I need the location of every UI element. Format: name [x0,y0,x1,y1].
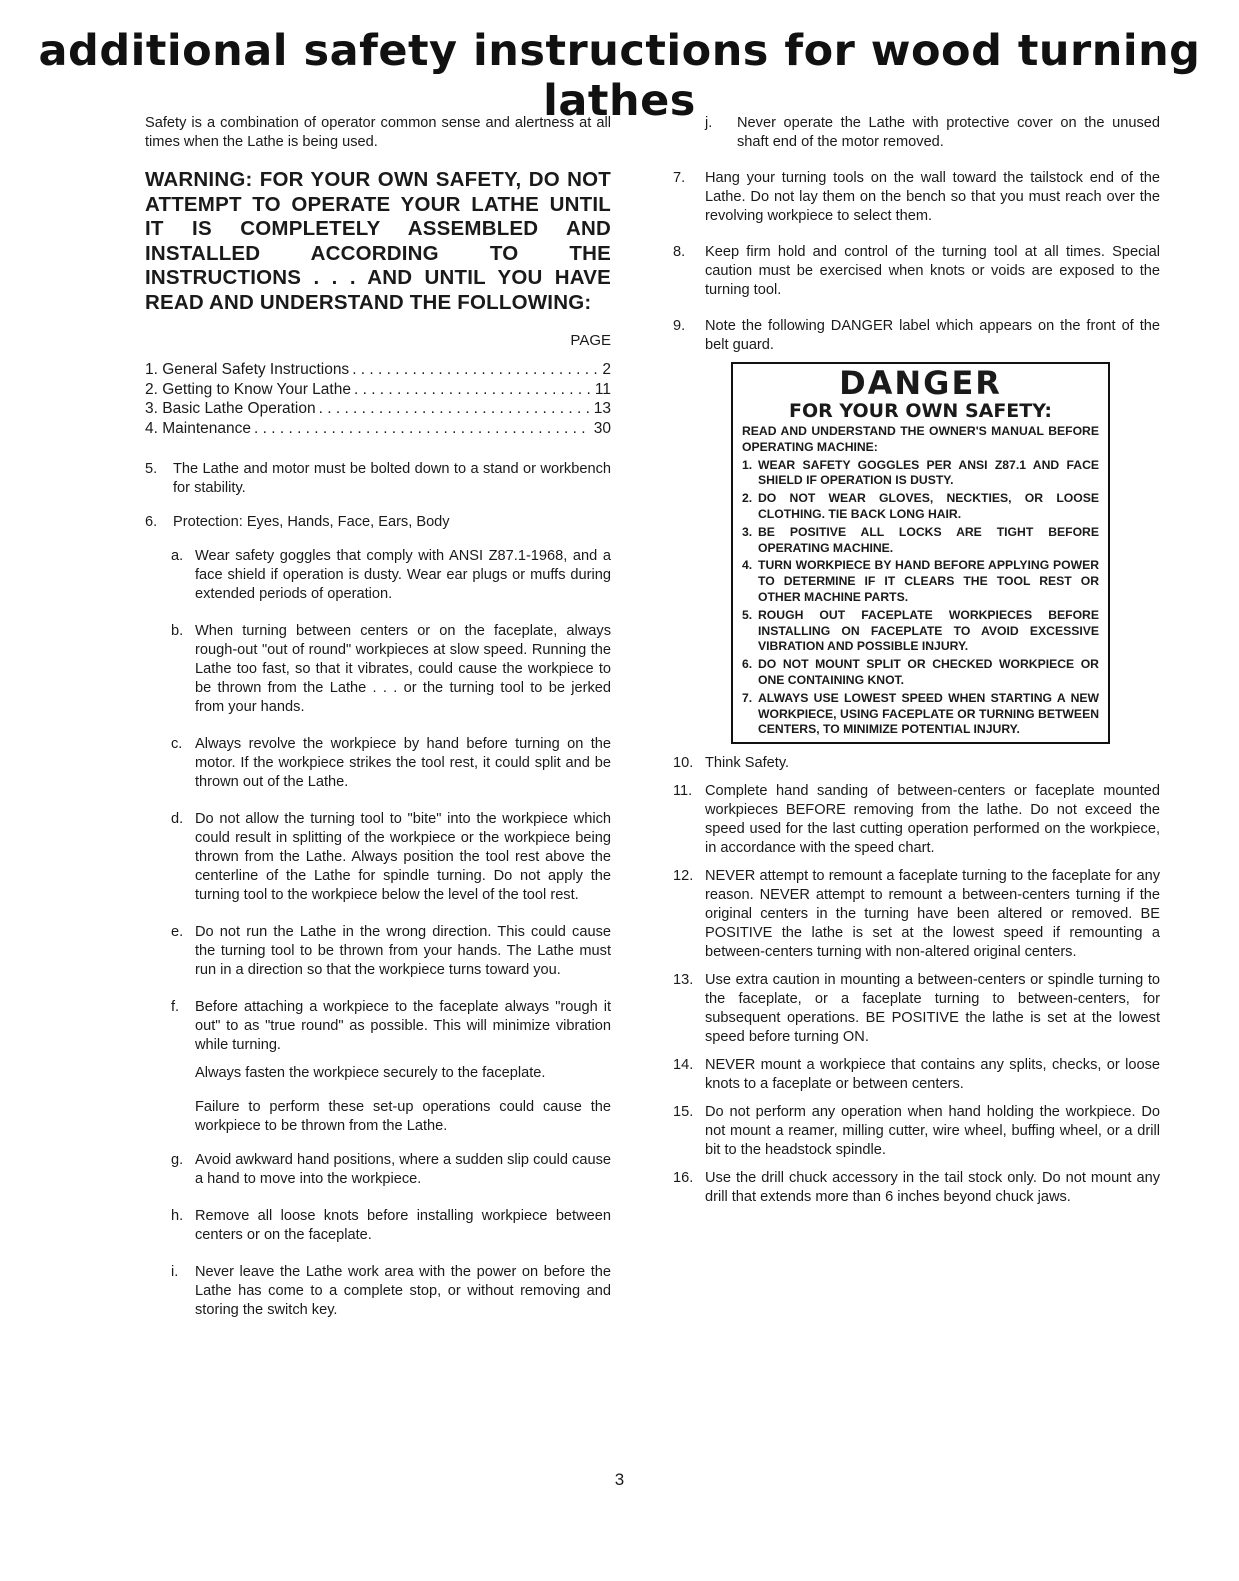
item-text: NEVER attempt to remount a faceplate turning to the faceplate for any reason. NEVER attempt to remount a between-centers turning if the original centers in the turning have been altered or removed. BE POSITIVE the lathe is set at the lowest speed if remounting a between-centers turning with non-altered original centers. [705,868,1160,961]
item-number: 12. [673,868,694,885]
sub-letter: j. [705,115,713,131]
sub-letter: i. [171,1264,179,1280]
danger-item [742,558,1099,605]
item-text: Do not perform any operation when hand holding the workpiece. Do not mount a reamer, milling cutter, wire wheel, buffing wheel, or a drill bit to the headstock spindle. [705,1104,1160,1159]
list-item [673,169,1160,226]
sub-item [171,998,611,1055]
item-number: 11. [673,783,693,800]
sub-text: Do not run the Lathe in the wrong direction. This could cause the turning tool to be thrown from your hands. The Lathe must run in a direction so that the workpiece turns toward you. [195,924,611,978]
item-number: 6. [145,514,158,530]
item-text: Note the following DANGER label which appears on the front of the belt guard. [705,318,1160,353]
toc-page: 2 [602,361,611,378]
list-item [145,513,611,532]
toc-entry [145,399,611,419]
item-text: Protection: Eyes, Hands, Face, Ears, Body [173,514,450,530]
toc-leader [354,380,592,400]
warning-heading: WARNING: FOR YOUR OWN SAFETY, DO NOT ATTEMPT TO OPERATE YOUR LATHE UNTIL IT IS COMPLETELY ASSEMBLED AND INSTALLED ACCORDING TO THE INSTRUCTIONS . . . AND UNTIL YOU HAVE READ AND UNDERSTAND THE FOLLOWING: [145,168,611,314]
danger-item [742,657,1099,689]
sub-paragraph: Always fasten the workpiece securely to the faceplate. [195,1065,546,1081]
sub-letter: h. [171,1208,184,1224]
toc-leader [254,419,591,439]
danger-subtitle: FOR YOUR OWN SAFETY: [789,400,1052,422]
toc-label: 4. Maintenance [145,419,251,437]
list-item [673,243,1160,300]
list-item [673,317,1160,355]
item-number: 5. [145,461,158,477]
sub-letter: c. [171,736,183,752]
danger-item-number: 4. [742,558,753,573]
page-number: 3 [614,1470,625,1489]
danger-item-text: WEAR SAFETY GOGGLES PER ANSI Z87.1 AND FACE SHIELD IF OPERATION IS DUSTY. [758,457,1099,488]
danger-title: DANGER [839,364,1002,402]
sub-item [171,1151,611,1189]
item-text: The Lathe and motor must be bolted down to a stand or workbench for stability. [173,461,611,496]
danger-label [731,362,1110,744]
danger-item-number: 5. [742,607,753,622]
danger-item-number: 3. [742,524,753,539]
sub-letter: b. [171,623,184,639]
danger-item [742,491,1099,523]
danger-item [742,691,1099,738]
sub-letter: g. [171,1152,184,1168]
danger-item-text: ALWAYS USE LOWEST SPEED WHEN STARTING A NEW WORKPIECE, USING FACEPLATE OR TURNING BETWEEN CENTERS, TO MINIMIZE POTENTIAL INJURY. [758,690,1099,737]
danger-item [742,525,1099,557]
item-number: 7. [673,170,686,186]
sub-item [171,1207,611,1245]
toc-label: 3. Basic Lathe Operation [145,400,316,417]
sub-text: Never operate the Lathe with protective cover on the unused shaft end of the motor removed. [737,115,1160,150]
danger-item-text: DO NOT MOUNT SPLIT OR CHECKED WORKPIECE OR ONE CONTAINING KNOT. [758,657,1099,687]
sub-item [171,547,611,604]
item-text: Keep firm hold and control of the turning tool at all times. Special caution must be exercised when knots or voids are exposed to the turning tool. [705,244,1160,298]
danger-body [742,424,1099,738]
sub-item [171,923,611,980]
item-number: 15. [673,1104,694,1121]
danger-item-number: 7. [742,690,753,705]
danger-item-text: DO NOT WEAR GLOVES, NECKTIES, OR LOOSE CLOTHING. TIE BACK LONG HAIR. [758,491,1099,521]
list-item [673,1169,1160,1207]
sub-item [171,810,611,905]
sub-item [705,114,1160,152]
toc-label: 1. General Safety Instructions [145,361,350,378]
sub-text: Wear safety goggles that comply with ANSI Z87.1-1968, and a face shield if operation is dusty. Wear ear plugs or muffs during extended periods of operation. [195,548,611,602]
sub-text: Always revolve the workpiece by hand before turning on the motor. If the workpiece strikes the tool rest, it could split and be thrown out of the Lathe. [195,736,611,790]
item-text: NEVER mount a workpiece that contains any splits, checks, or loose knots to a faceplate or between centers. [705,1057,1160,1093]
danger-item-number: 1. [742,457,753,472]
toc-page: 13 [593,400,611,417]
list-item [673,867,1160,962]
item-text: Hang your turning tools on the wall toward the tailstock end of the Lathe. Do not lay them on the bench so that you must reach over the revolving workpiece to select them. [705,170,1160,224]
page-title: additional safety instructions for wood turning lathes [38,26,1201,126]
intro-paragraph: Safety is a combination of operator common sense and alertness at all times when the Lathe is being used. [145,115,611,150]
toc-entry [145,419,611,439]
danger-item [742,608,1099,655]
toc-leader [319,399,591,419]
toc-leader [352,360,599,380]
sub-text: When turning between centers or on the faceplate, always rough-out "out of round" workpieces at slow speed. Running the Lathe too fast, so that it vibrates, could cause the workpiece to be thrown from the Lathe . . . or the turning tool to be jerked from your hands. [195,623,611,715]
list-item [673,754,1160,773]
item-number: 13. [673,972,694,989]
danger-item-number: 2. [742,491,753,506]
item-number: 10. [673,755,694,772]
sub-text: Before attaching a workpiece to the faceplate always "rough it out" to as "true round" as possible. This will minimize vibration while turning. [195,999,611,1053]
item-text: Use the drill chuck accessory in the tail stock only. Do not mount any drill that extends more than 6 inches beyond chuck jaws. [705,1170,1160,1206]
list-item [673,782,1160,858]
list-item [673,1103,1160,1160]
toc-entry [145,380,611,400]
sub-item [171,622,611,717]
item-text: Think Safety. [705,755,790,772]
danger-item-number: 6. [742,657,753,672]
danger-list [742,458,1099,739]
sub-letter: d. [171,811,184,827]
toc-page: 11 [594,380,611,398]
right-column [673,114,1160,1216]
sub-item [171,735,611,792]
danger-item [742,458,1099,490]
danger-item-text: BE POSITIVE ALL LOCKS ARE TIGHT BEFORE OPERATING MACHINE. [758,524,1099,555]
item-number: 16. [673,1170,694,1187]
sub-text: Remove all loose knots before installing workpiece between centers or on the faceplate. [195,1208,611,1243]
sub-item [171,1263,611,1320]
sub-letter: a. [171,548,184,564]
list-item [145,460,611,498]
toc-entry [145,360,611,380]
sub-text: Do not allow the turning tool to "bite" into the workpiece which could result in splitting of the workpiece or the workpiece being thrown from the Lathe. Always position the tool rest above the centerline of the Lathe for spindle turning. Do not apply the turning tool to the workpiece below the level of the tool rest. [195,811,611,903]
item-number: 14. [673,1057,694,1074]
sub-text: Never leave the Lathe work area with the power on before the Lathe has come to a complete stop, or without removing and storing the switch key. [195,1264,611,1318]
item-text: Use extra caution in mounting a between-centers or spindle turning to the faceplate, or a faceplate turning to between-centers, for subsequent operations. BE POSITIVE the lathe is set at the lowest speed before turning ON. [705,972,1160,1046]
item-text: Complete hand sanding of between-centers or faceplate mounted workpieces BEFORE removing from the lathe. Do not exceed the speed used for the last cutting operation performed on the workpiece, in accordance with the speed chart. [705,783,1160,857]
danger-item-text: ROUGH OUT FACEPLATE WORKPIECES BEFORE INSTALLING ON FACEPLATE TO AVOID EXCESSIVE VIBRATION AND POSSIBLE INJURY. [758,607,1099,654]
item-number: 9. [673,318,686,334]
sub-letter: e. [171,924,184,940]
table-of-contents [145,360,611,438]
list-item [673,971,1160,1047]
list-item [673,1056,1160,1094]
toc-page-heading: PAGE [570,332,611,349]
sub-text: Avoid awkward hand positions, where a sudden slip could cause a hand to move into the workpiece. [195,1152,611,1187]
sub-letter: f. [171,999,180,1015]
item-number: 8. [673,244,686,260]
danger-item-text: TURN WORKPIECE BY HAND BEFORE APPLYING POWER TO DETERMINE IF IT CLEARS THE TOOL REST OR OTHER MACHINE PARTS. [758,558,1099,604]
toc-page: 30 [593,419,611,437]
left-column [145,114,611,1338]
sub-paragraph: Failure to perform these set-up operations could cause the workpiece to be thrown from the Lathe. [195,1099,611,1134]
danger-intro: READ AND UNDERSTAND THE OWNER'S MANUAL BEFORE OPERATING MACHINE: [742,424,1099,454]
toc-label: 2. Getting to Know Your Lathe [145,380,351,398]
